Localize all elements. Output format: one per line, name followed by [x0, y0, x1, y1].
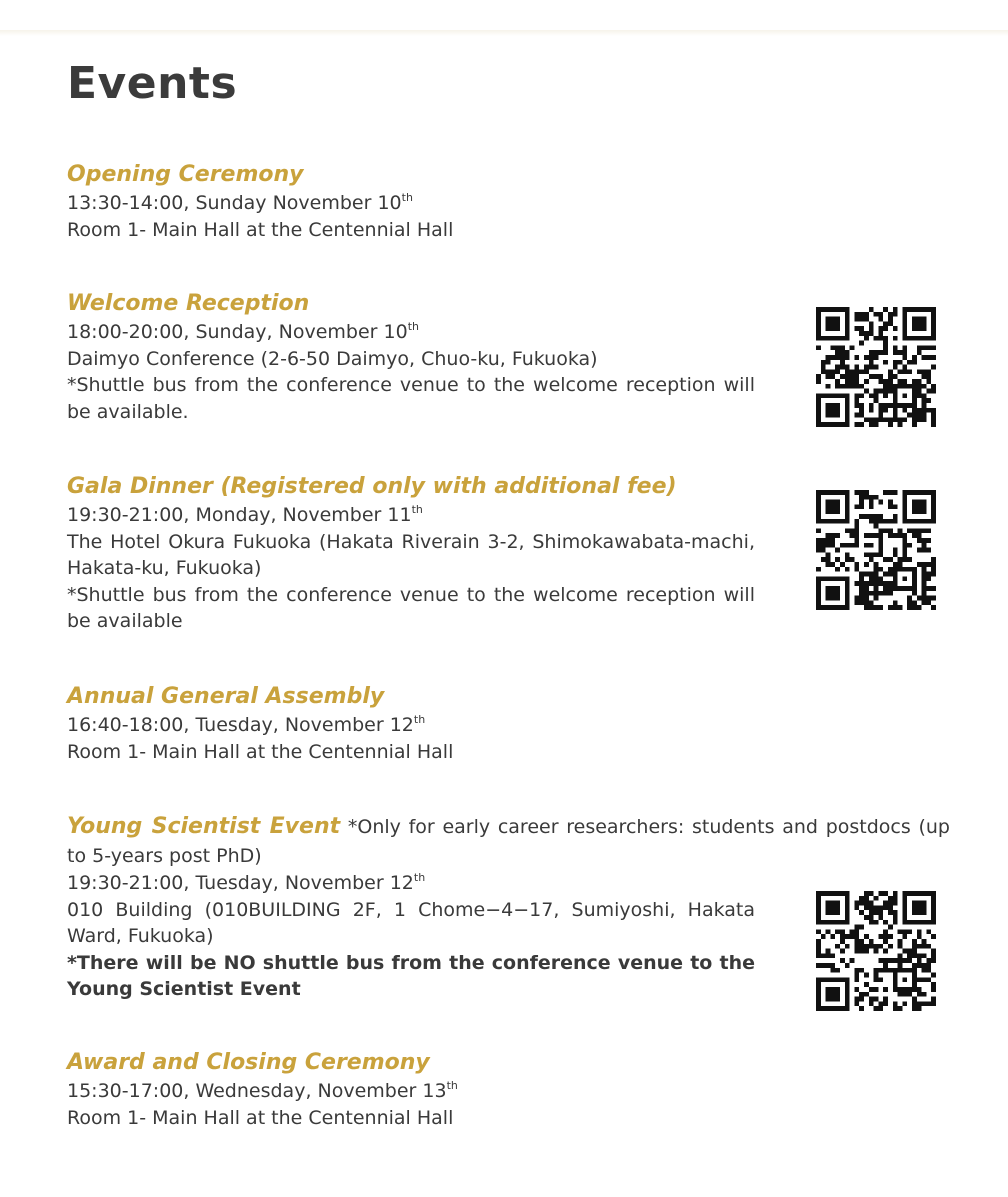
event-eligibility-note: *Only for early career researchers: students and postdocs (up to 5-years post PhD)	[67, 816, 950, 867]
event-title: Annual General Assembly	[67, 684, 385, 709]
event-time: 16:40-18:00, Tuesday, November 12th	[67, 713, 426, 736]
event-venue: Room 1- Main Hall at the Centennial Hall	[67, 740, 454, 763]
event-title: Opening Ceremony	[67, 162, 304, 187]
page-title: Events	[67, 58, 238, 109]
event-venue: Daimyo Conference (2-6-50 Daimyo, Chuo-ku, Fukuoka)	[67, 347, 598, 370]
event-venue: Room 1- Main Hall at the Centennial Hall	[67, 1106, 454, 1129]
qr-code-icon	[816, 490, 936, 610]
event-venue: Room 1- Main Hall at the Centennial Hall	[67, 218, 454, 241]
event-note: *Shuttle bus from the conference venue to the welcome reception will be available.	[67, 374, 755, 423]
event-title: Young Scientist Event	[67, 814, 341, 839]
event-time: 19:30-21:00, Tuesday, November 12th	[67, 871, 426, 894]
event-opening-ceremony	[67, 160, 767, 243]
event-annual-general-assembly	[67, 682, 767, 765]
event-welcome-reception	[67, 289, 755, 425]
top-divider	[0, 30, 1008, 36]
qr-code-icon	[816, 891, 936, 1011]
event-title: Gala Dinner (Registered only with additional fee)	[67, 474, 677, 499]
event-gala-dinner	[67, 472, 755, 635]
event-venue: 010 Building (010BUILDING 2F, 1 Chome−4−17, Sumiyoshi, Hakata Ward, Fukuoka)	[67, 898, 755, 947]
event-title: Welcome Reception	[67, 291, 310, 316]
event-time: 19:30-21:00, Monday, November 11th	[67, 503, 423, 526]
qr-code-icon	[816, 307, 936, 427]
event-award-closing-ceremony	[67, 1048, 767, 1131]
event-note: *Shuttle bus from the conference venue to the welcome reception will be available	[67, 583, 755, 632]
event-time: 18:00-20:00, Sunday, November 10th	[67, 320, 419, 343]
event-note: *There will be NO shuttle bus from the conference venue to the Young Scientist Event	[67, 951, 755, 1000]
event-time: 13:30-14:00, Sunday November 10th	[67, 191, 413, 214]
event-venue: The Hotel Okura Fukuoka (Hakata Riverain 3-2, Shimokawabata-machi, Hakata-ku, Fukuoka)	[67, 530, 755, 579]
event-title: Award and Closing Ceremony	[67, 1050, 430, 1075]
event-heading	[67, 812, 950, 870]
event-time: 15:30-17:00, Wednesday, November 13th	[67, 1079, 458, 1102]
